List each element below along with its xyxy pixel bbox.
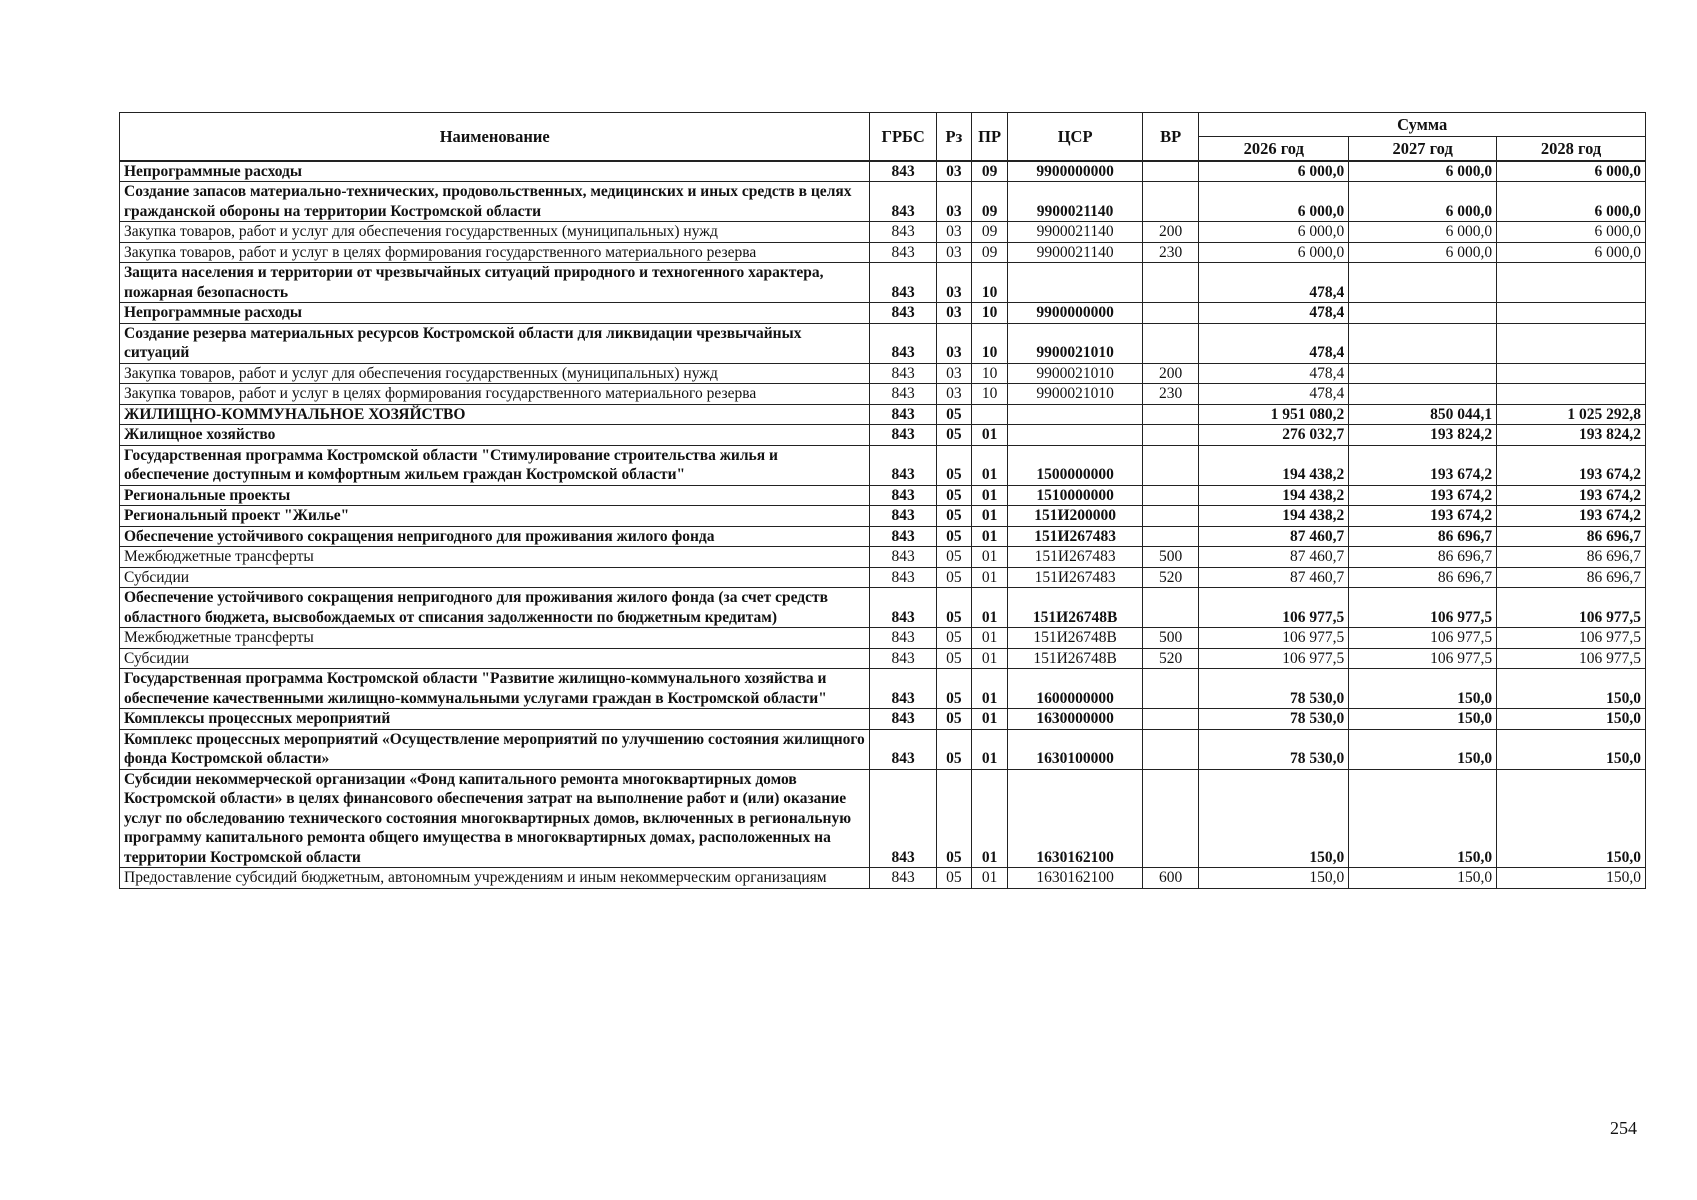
cell-2028 — [1497, 384, 1646, 405]
cell-pr: 01 — [972, 628, 1008, 649]
table-row — [120, 384, 1646, 405]
cell-name: Создание резерва материальных ресурсов Костромской области для ликвидации чрезвычайных ситуаций — [120, 323, 870, 363]
cell-2027: 850 044,1 — [1349, 404, 1497, 425]
cell-2026: 276 032,7 — [1199, 425, 1349, 446]
table-row — [120, 669, 1646, 709]
cell-2026: 78 530,0 — [1199, 669, 1349, 709]
cell-2026: 106 977,5 — [1199, 648, 1349, 669]
table-row — [120, 547, 1646, 568]
cell-rz: 05 — [936, 628, 971, 649]
cell-rz: 05 — [936, 445, 971, 485]
cell-pr: 10 — [972, 363, 1008, 384]
cell-rz: 03 — [936, 303, 971, 324]
cell-rz: 03 — [936, 263, 971, 303]
cell-2027: 106 977,5 — [1349, 588, 1497, 628]
cell-name: Региональный проект "Жилье" — [120, 506, 870, 527]
cell-rz: 05 — [936, 868, 971, 889]
cell-2028: 150,0 — [1497, 729, 1646, 769]
cell-2028: 193 674,2 — [1497, 506, 1646, 527]
cell-pr: 01 — [972, 445, 1008, 485]
cell-rz: 05 — [936, 769, 971, 868]
cell-rz: 05 — [936, 588, 971, 628]
cell-2026: 194 438,2 — [1199, 485, 1349, 506]
cell-csr — [1008, 425, 1143, 446]
cell-name: Обеспечение устойчивого сокращения непригодного для проживания жилого фонда — [120, 526, 870, 547]
cell-2026: 150,0 — [1199, 769, 1349, 868]
cell-vr: 500 — [1143, 628, 1199, 649]
cell-name: Непрограммные расходы — [120, 303, 870, 324]
cell-2028: 6 000,0 — [1497, 182, 1646, 222]
cell-name: ЖИЛИЩНО-КОММУНАЛЬНОЕ ХОЗЯЙСТВО — [120, 404, 870, 425]
cell-rz: 03 — [936, 182, 971, 222]
cell-vr — [1143, 425, 1199, 446]
cell-2027: 150,0 — [1349, 868, 1497, 889]
cell-2027: 150,0 — [1349, 729, 1497, 769]
table-row — [120, 303, 1646, 324]
table-row — [120, 769, 1646, 868]
table-row — [120, 526, 1646, 547]
cell-name: Закупка товаров, работ и услуг для обеспечения государственных (муниципальных) нужд — [120, 363, 870, 384]
cell-name: Субсидии — [120, 567, 870, 588]
cell-2026: 6 000,0 — [1199, 242, 1349, 263]
cell-pr: 10 — [972, 384, 1008, 405]
page-number: 254 — [1610, 1118, 1637, 1138]
cell-2026: 6 000,0 — [1199, 222, 1349, 243]
table-row — [120, 363, 1646, 384]
cell-name: Межбюджетные трансферты — [120, 547, 870, 568]
cell-csr: 151И200000 — [1008, 506, 1143, 527]
cell-vr — [1143, 526, 1199, 547]
cell-pr: 09 — [972, 161, 1008, 182]
cell-2027: 150,0 — [1349, 669, 1497, 709]
cell-grbs: 843 — [870, 161, 936, 182]
table-header — [120, 113, 1646, 161]
cell-pr: 01 — [972, 506, 1008, 527]
table-row — [120, 628, 1646, 649]
cell-csr: 1630100000 — [1008, 729, 1143, 769]
cell-2026: 6 000,0 — [1199, 182, 1349, 222]
cell-2027: 6 000,0 — [1349, 182, 1497, 222]
cell-csr: 1630162100 — [1008, 868, 1143, 889]
cell-2027: 86 696,7 — [1349, 567, 1497, 588]
cell-grbs: 843 — [870, 182, 936, 222]
cell-name: Закупка товаров, работ и услуг для обеспечения государственных (муниципальных) нужд — [120, 222, 870, 243]
cell-vr — [1143, 485, 1199, 506]
cell-2027 — [1349, 363, 1497, 384]
cell-csr: 9900000000 — [1008, 161, 1143, 182]
cell-csr: 151И26748В — [1008, 628, 1143, 649]
cell-rz: 03 — [936, 363, 971, 384]
cell-2026: 478,4 — [1199, 363, 1349, 384]
cell-grbs: 843 — [870, 769, 936, 868]
cell-2028 — [1497, 303, 1646, 324]
cell-2028: 150,0 — [1497, 769, 1646, 868]
table-row — [120, 588, 1646, 628]
cell-pr: 01 — [972, 769, 1008, 868]
cell-name: Создание запасов материально-технических, продовольственных, медицинских и иных средств в целях гражданской обороны на территории Костромской области — [120, 182, 870, 222]
cell-2027 — [1349, 384, 1497, 405]
cell-csr — [1008, 404, 1143, 425]
cell-csr: 151И26748В — [1008, 648, 1143, 669]
cell-name: Государственная программа Костромской области "Стимулирование строительства жилья и обеспечение доступным и комфортным жильем граждан Костромской области" — [120, 445, 870, 485]
cell-rz: 05 — [936, 729, 971, 769]
cell-rz: 05 — [936, 567, 971, 588]
cell-2026: 6 000,0 — [1199, 161, 1349, 182]
cell-rz: 03 — [936, 161, 971, 182]
cell-pr: 10 — [972, 323, 1008, 363]
cell-2028: 193 824,2 — [1497, 425, 1646, 446]
cell-name: Межбюджетные трансферты — [120, 628, 870, 649]
cell-name: Предоставление субсидий бюджетным, автономным учреждениям и иным некоммерческим организациям — [120, 868, 870, 889]
cell-2028: 86 696,7 — [1497, 567, 1646, 588]
cell-csr: 151И26748В — [1008, 588, 1143, 628]
cell-rz: 05 — [936, 485, 971, 506]
cell-2028 — [1497, 323, 1646, 363]
cell-grbs: 843 — [870, 709, 936, 730]
cell-2026: 78 530,0 — [1199, 709, 1349, 730]
cell-grbs: 843 — [870, 729, 936, 769]
cell-vr — [1143, 588, 1199, 628]
header-grbs: ГРБС — [870, 113, 936, 161]
header-rz: Рз — [936, 113, 971, 161]
cell-name: Комплексы процессных мероприятий — [120, 709, 870, 730]
cell-2027 — [1349, 263, 1497, 303]
cell-pr: 01 — [972, 709, 1008, 730]
cell-2027: 86 696,7 — [1349, 547, 1497, 568]
cell-2028: 106 977,5 — [1497, 648, 1646, 669]
cell-2026: 87 460,7 — [1199, 567, 1349, 588]
cell-2026: 194 438,2 — [1199, 506, 1349, 527]
cell-csr: 151И267483 — [1008, 547, 1143, 568]
cell-pr: 09 — [972, 182, 1008, 222]
header-pr: ПР — [972, 113, 1008, 161]
cell-2026: 1 951 080,2 — [1199, 404, 1349, 425]
cell-name: Закупка товаров, работ и услуг в целях формирования государственного материального резерва — [120, 384, 870, 405]
cell-2027: 6 000,0 — [1349, 242, 1497, 263]
cell-vr: 200 — [1143, 363, 1199, 384]
cell-pr: 01 — [972, 567, 1008, 588]
cell-vr: 230 — [1143, 384, 1199, 405]
header-year-2028: 2028 год — [1497, 137, 1646, 161]
cell-rz: 05 — [936, 669, 971, 709]
cell-2027: 6 000,0 — [1349, 222, 1497, 243]
header-year-2027: 2027 год — [1349, 137, 1497, 161]
cell-2028: 193 674,2 — [1497, 445, 1646, 485]
cell-name: Жилищное хозяйство — [120, 425, 870, 446]
cell-pr: 01 — [972, 729, 1008, 769]
cell-csr: 1630000000 — [1008, 709, 1143, 730]
cell-2027: 6 000,0 — [1349, 161, 1497, 182]
cell-rz: 05 — [936, 648, 971, 669]
cell-grbs: 843 — [870, 222, 936, 243]
cell-rz: 05 — [936, 404, 971, 425]
table-row — [120, 729, 1646, 769]
table-row — [120, 242, 1646, 263]
cell-grbs: 843 — [870, 485, 936, 506]
cell-vr: 600 — [1143, 868, 1199, 889]
cell-2027: 193 674,2 — [1349, 445, 1497, 485]
cell-2027: 193 824,2 — [1349, 425, 1497, 446]
cell-csr: 151И267483 — [1008, 526, 1143, 547]
cell-name: Государственная программа Костромской области "Развитие жилищно-коммунального хозяйства и обеспечение качественными жилищно-коммунальными услугами граждан в Костромской области" — [120, 669, 870, 709]
cell-grbs: 843 — [870, 588, 936, 628]
cell-2028: 150,0 — [1497, 709, 1646, 730]
cell-vr: 200 — [1143, 222, 1199, 243]
cell-csr: 1600000000 — [1008, 669, 1143, 709]
cell-grbs: 843 — [870, 567, 936, 588]
cell-pr: 10 — [972, 263, 1008, 303]
cell-2027: 193 674,2 — [1349, 485, 1497, 506]
cell-rz: 05 — [936, 425, 971, 446]
cell-vr — [1143, 323, 1199, 363]
cell-csr: 9900021140 — [1008, 222, 1143, 243]
cell-2027 — [1349, 303, 1497, 324]
cell-2026: 87 460,7 — [1199, 547, 1349, 568]
cell-vr: 520 — [1143, 567, 1199, 588]
cell-pr: 09 — [972, 242, 1008, 263]
cell-vr — [1143, 303, 1199, 324]
cell-rz: 05 — [936, 506, 971, 527]
cell-pr: 01 — [972, 526, 1008, 547]
cell-pr: 01 — [972, 485, 1008, 506]
cell-2028: 86 696,7 — [1497, 526, 1646, 547]
cell-2028: 150,0 — [1497, 669, 1646, 709]
cell-2027: 86 696,7 — [1349, 526, 1497, 547]
cell-rz: 05 — [936, 547, 971, 568]
cell-vr — [1143, 263, 1199, 303]
table-row — [120, 263, 1646, 303]
cell-vr — [1143, 669, 1199, 709]
cell-csr: 1510000000 — [1008, 485, 1143, 506]
cell-csr: 1500000000 — [1008, 445, 1143, 485]
cell-grbs: 843 — [870, 263, 936, 303]
cell-vr — [1143, 404, 1199, 425]
cell-grbs: 843 — [870, 404, 936, 425]
cell-grbs: 843 — [870, 648, 936, 669]
table-row — [120, 425, 1646, 446]
cell-pr: 09 — [972, 222, 1008, 243]
header-year-2026: 2026 год — [1199, 137, 1349, 161]
cell-2028: 150,0 — [1497, 868, 1646, 889]
table-row — [120, 567, 1646, 588]
cell-name: Субсидии некоммерческой организации «Фонд капитального ремонта многоквартирных домов Костромской области» в целях финансового обеспечения затрат на выполнение работ и (или) оказание услуг по обследованию технического состояния многоквартирных домов, включенных в региональную программу капитального ремонта общего имущества в многоквартирных домах, расположенных на территории Костромской области — [120, 769, 870, 868]
cell-grbs: 843 — [870, 445, 936, 485]
cell-2026: 150,0 — [1199, 868, 1349, 889]
table-row — [120, 404, 1646, 425]
cell-2026: 106 977,5 — [1199, 628, 1349, 649]
cell-rz: 05 — [936, 526, 971, 547]
cell-pr: 01 — [972, 648, 1008, 669]
cell-name: Защита населения и территории от чрезвычайных ситуаций природного и техногенного характера, пожарная безопасность — [120, 263, 870, 303]
cell-2028: 1 025 292,8 — [1497, 404, 1646, 425]
cell-rz: 03 — [936, 242, 971, 263]
cell-grbs: 843 — [870, 868, 936, 889]
cell-2027: 106 977,5 — [1349, 628, 1497, 649]
table-row — [120, 485, 1646, 506]
budget-table — [119, 112, 1646, 889]
cell-2026: 478,4 — [1199, 303, 1349, 324]
cell-pr: 01 — [972, 868, 1008, 889]
cell-pr: 01 — [972, 588, 1008, 628]
cell-2027: 193 674,2 — [1349, 506, 1497, 527]
cell-grbs: 843 — [870, 242, 936, 263]
cell-pr: 01 — [972, 425, 1008, 446]
cell-vr — [1143, 769, 1199, 868]
cell-csr: 9900021010 — [1008, 323, 1143, 363]
cell-2028: 6 000,0 — [1497, 222, 1646, 243]
cell-vr — [1143, 445, 1199, 485]
cell-vr — [1143, 506, 1199, 527]
table-row — [120, 222, 1646, 243]
table-row — [120, 709, 1646, 730]
cell-2026: 478,4 — [1199, 323, 1349, 363]
cell-grbs: 843 — [870, 303, 936, 324]
header-vr: ВР — [1143, 113, 1199, 161]
cell-2026: 478,4 — [1199, 384, 1349, 405]
cell-rz: 05 — [936, 709, 971, 730]
cell-name: Закупка товаров, работ и услуг в целях формирования государственного материального резерва — [120, 242, 870, 263]
table-row — [120, 868, 1646, 889]
cell-name: Комплекс процессных мероприятий «Осуществление мероприятий по улучшению состояния жилищного фонда Костромской области» — [120, 729, 870, 769]
cell-2026: 87 460,7 — [1199, 526, 1349, 547]
cell-2028: 86 696,7 — [1497, 547, 1646, 568]
header-sum: Сумма — [1199, 113, 1646, 137]
cell-grbs: 843 — [870, 363, 936, 384]
table-body — [120, 161, 1646, 889]
cell-2028: 106 977,5 — [1497, 628, 1646, 649]
cell-pr: 10 — [972, 303, 1008, 324]
cell-vr — [1143, 161, 1199, 182]
cell-csr — [1008, 263, 1143, 303]
table-row — [120, 161, 1646, 182]
cell-csr: 1630162100 — [1008, 769, 1143, 868]
cell-vr — [1143, 709, 1199, 730]
cell-vr: 500 — [1143, 547, 1199, 568]
cell-grbs: 843 — [870, 669, 936, 709]
cell-rz: 03 — [936, 384, 971, 405]
cell-csr: 9900021140 — [1008, 242, 1143, 263]
cell-2026: 106 977,5 — [1199, 588, 1349, 628]
cell-pr: 01 — [972, 547, 1008, 568]
header-csr: ЦСР — [1008, 113, 1143, 161]
cell-csr: 9900021140 — [1008, 182, 1143, 222]
table-row — [120, 323, 1646, 363]
cell-grbs: 843 — [870, 384, 936, 405]
cell-name: Непрограммные расходы — [120, 161, 870, 182]
table-row — [120, 648, 1646, 669]
cell-2027: 106 977,5 — [1349, 648, 1497, 669]
cell-csr: 151И267483 — [1008, 567, 1143, 588]
table-row — [120, 182, 1646, 222]
cell-2028 — [1497, 363, 1646, 384]
cell-vr — [1143, 182, 1199, 222]
cell-vr: 230 — [1143, 242, 1199, 263]
cell-grbs: 843 — [870, 547, 936, 568]
cell-2027: 150,0 — [1349, 709, 1497, 730]
cell-name: Субсидии — [120, 648, 870, 669]
cell-rz: 03 — [936, 323, 971, 363]
cell-grbs: 843 — [870, 425, 936, 446]
cell-2028: 6 000,0 — [1497, 161, 1646, 182]
cell-grbs: 843 — [870, 506, 936, 527]
cell-2027 — [1349, 323, 1497, 363]
cell-name: Обеспечение устойчивого сокращения непригодного для проживания жилого фонда (за счет средств областного бюджета, высвобождаемых от списания задолженности по бюджетным кредитам) — [120, 588, 870, 628]
cell-2026: 78 530,0 — [1199, 729, 1349, 769]
cell-grbs: 843 — [870, 323, 936, 363]
cell-name: Региональные проекты — [120, 485, 870, 506]
cell-vr: 520 — [1143, 648, 1199, 669]
cell-2028: 193 674,2 — [1497, 485, 1646, 506]
cell-csr: 9900021010 — [1008, 363, 1143, 384]
cell-2027: 150,0 — [1349, 769, 1497, 868]
cell-grbs: 843 — [870, 526, 936, 547]
cell-2028 — [1497, 263, 1646, 303]
cell-rz: 03 — [936, 222, 971, 243]
cell-vr — [1143, 729, 1199, 769]
header-name: Наименование — [120, 113, 870, 161]
cell-2028: 106 977,5 — [1497, 588, 1646, 628]
cell-2026: 478,4 — [1199, 263, 1349, 303]
cell-csr: 9900000000 — [1008, 303, 1143, 324]
cell-grbs: 843 — [870, 628, 936, 649]
table-row — [120, 445, 1646, 485]
cell-pr: 01 — [972, 669, 1008, 709]
cell-csr: 9900021010 — [1008, 384, 1143, 405]
cell-2028: 6 000,0 — [1497, 242, 1646, 263]
table-row — [120, 506, 1646, 527]
cell-pr — [972, 404, 1008, 425]
cell-2026: 194 438,2 — [1199, 445, 1349, 485]
